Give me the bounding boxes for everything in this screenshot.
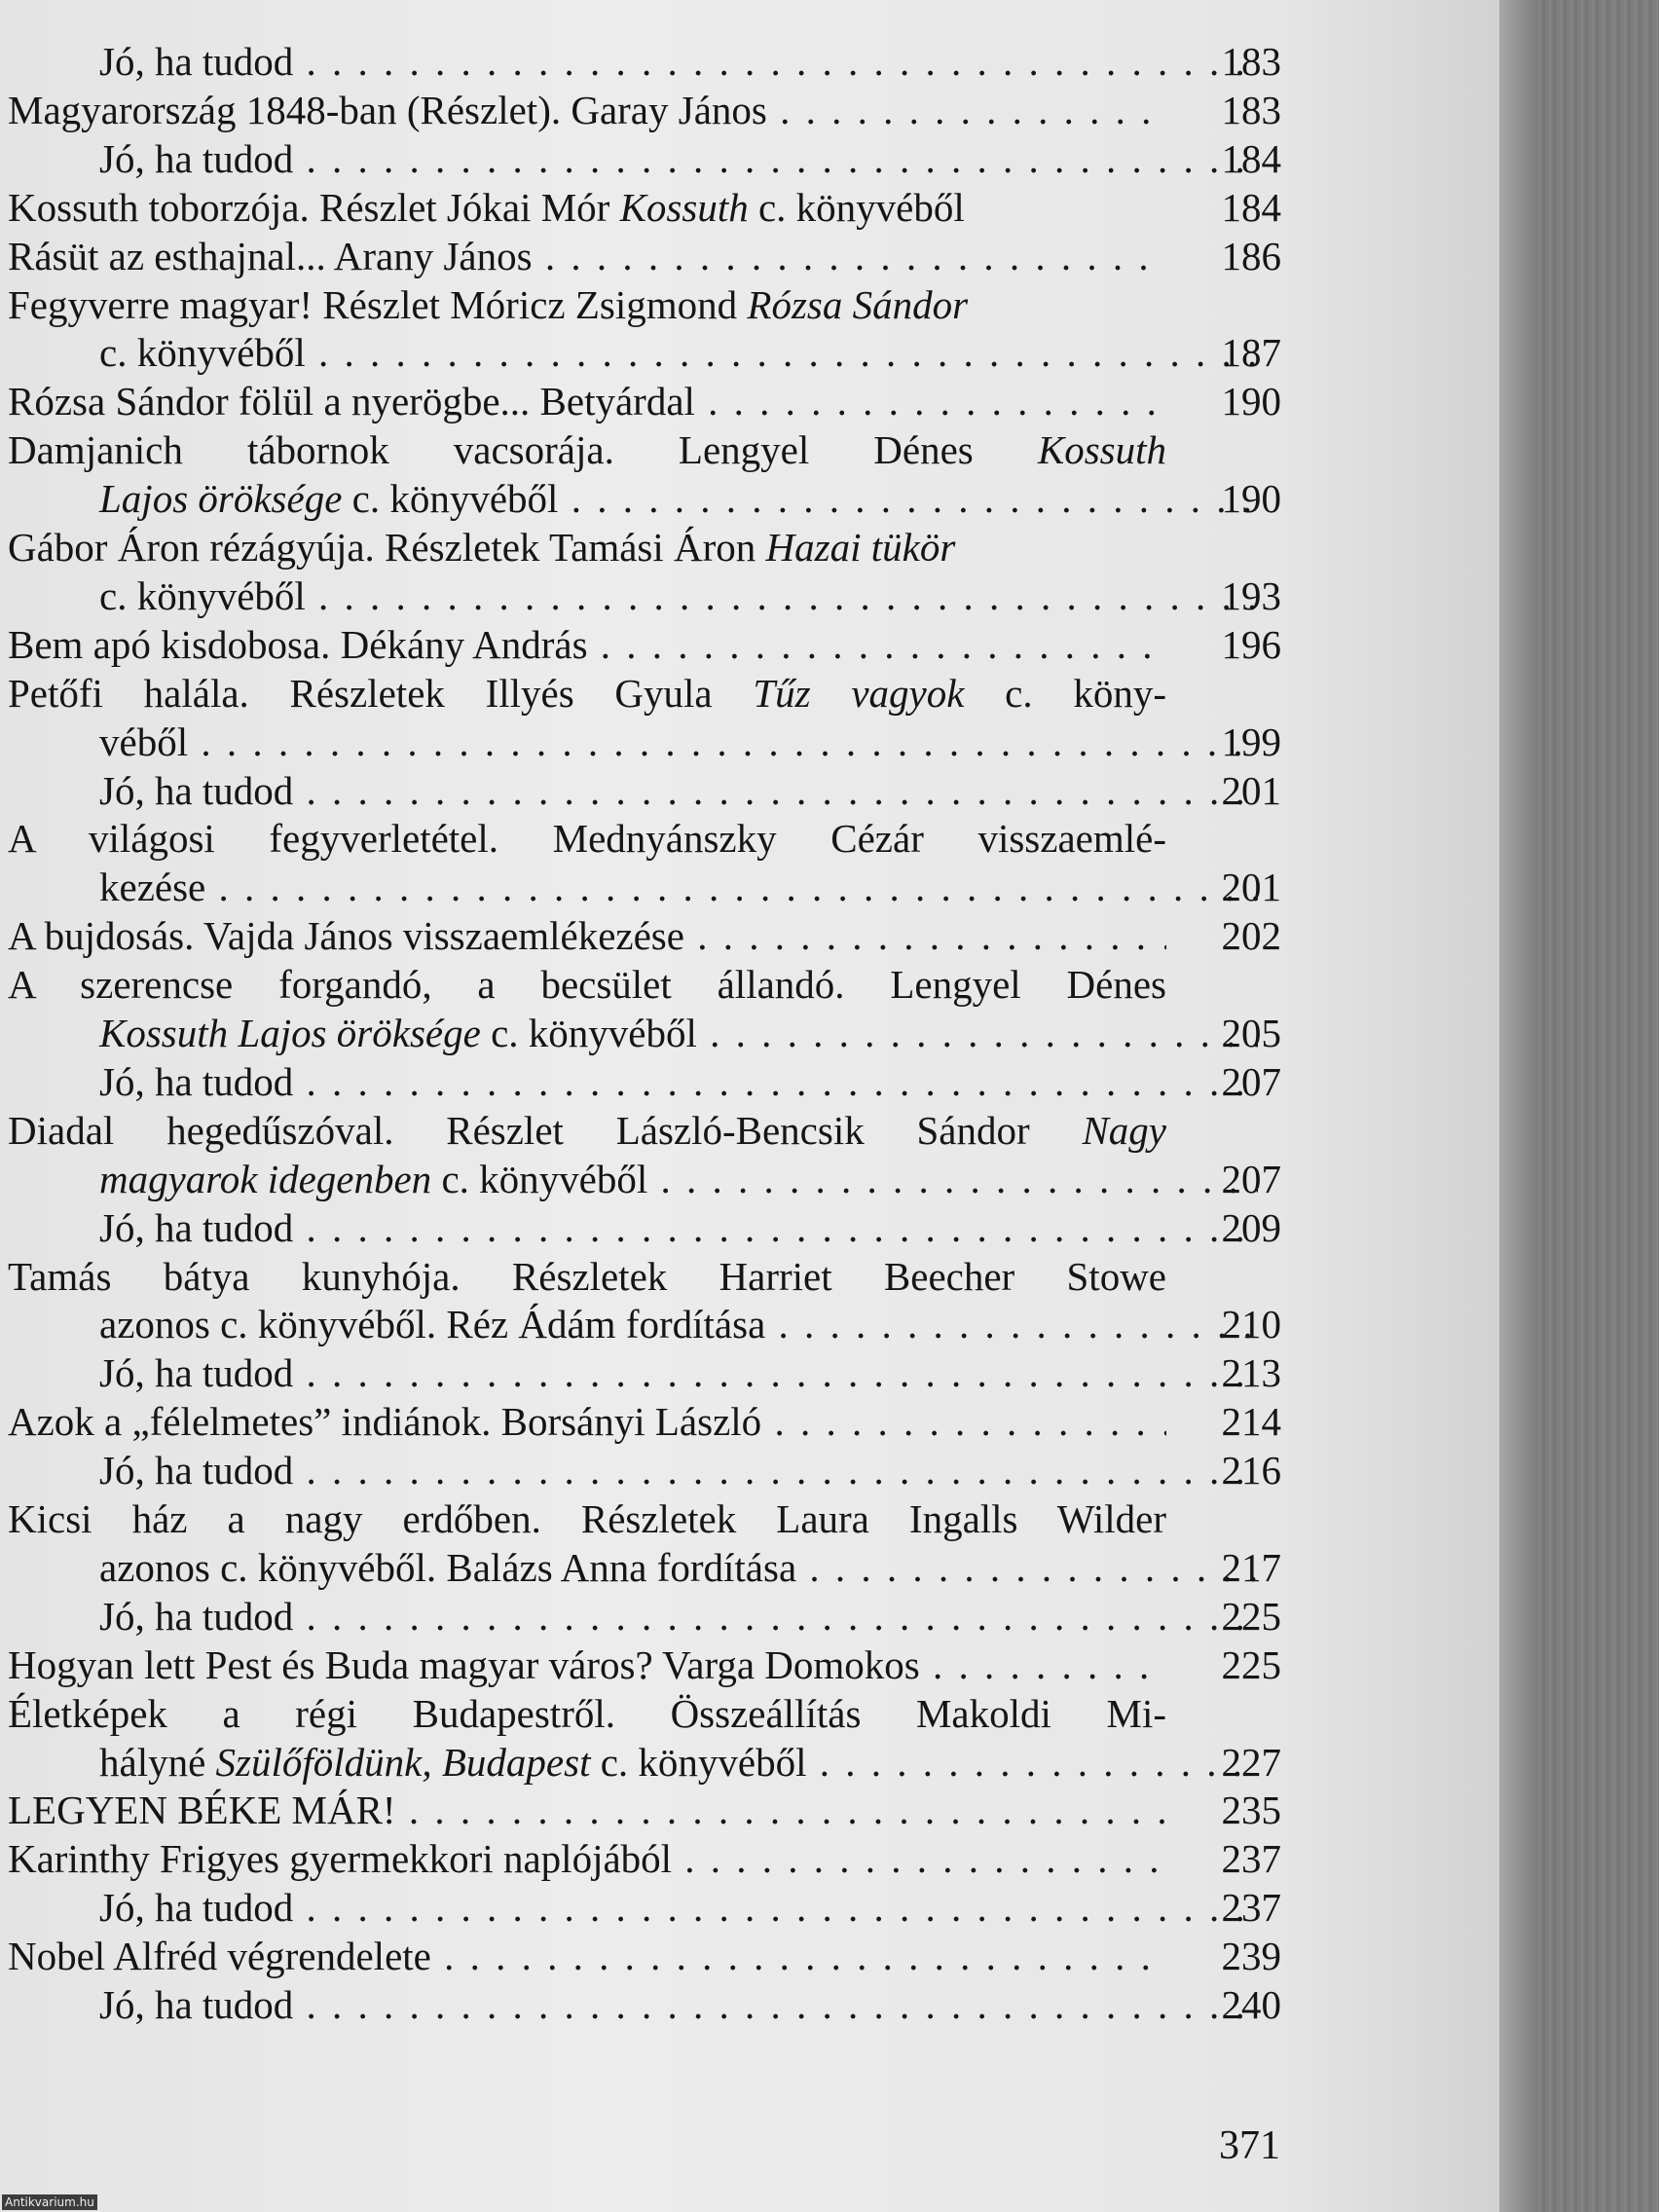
toc-entry	[8, 1203, 1281, 1252]
toc-entry-title	[8, 377, 1166, 425]
book-title-italic: Hazai tükör	[765, 525, 956, 570]
toc-page-number: 196	[1221, 621, 1281, 667]
toc-page-number: 210	[1221, 1302, 1281, 1347]
toc-page-number: 237	[1221, 1885, 1281, 1931]
toc-page-number: 202	[1221, 913, 1281, 959]
entry-text: Jó, ha tudod	[99, 1058, 294, 1104]
toc-entry-title	[8, 1592, 1258, 1641]
toc-entry-title	[8, 1106, 1166, 1155]
entry-text: Jó, ha tudod	[99, 135, 294, 181]
entry-text: A szerencse forgandó, a becsület állandó. Lengyel Dénes	[8, 962, 1166, 1008]
toc-entry-title	[8, 474, 1258, 523]
toc-entry	[8, 474, 1281, 523]
toc-entry-title	[8, 134, 1258, 183]
book-title-italic: magyarok idegenben	[99, 1156, 432, 1201]
toc-entry-title	[8, 863, 1258, 911]
toc-entry-title	[8, 1494, 1166, 1543]
book-title-italic: Kossuth Lajos öröksége	[99, 1011, 481, 1055]
entry-text: c. könyvéből	[99, 330, 306, 376]
entry-text: Jó, ha tudod	[99, 1885, 294, 1931]
book-title-italic: Lajos öröksége	[99, 476, 343, 522]
toc-entry-title	[8, 620, 1166, 669]
book-title-italic: Tűz vagyok	[753, 670, 965, 716]
toc-entry-title	[8, 1980, 1258, 2029]
entry-text: LEGYEN BÉKE MÁR!	[8, 1788, 396, 1833]
toc-entry	[8, 523, 1166, 571]
toc-entry-title	[8, 1009, 1258, 1057]
toc-page-number: 227	[1221, 1739, 1281, 1785]
toc-entry	[8, 1494, 1166, 1543]
toc-page-number: 205	[1221, 1011, 1281, 1055]
entry-text: véből	[99, 719, 189, 764]
toc-entry-title	[8, 37, 1258, 86]
page-number: 371	[1219, 2123, 1280, 2168]
toc-entry-title	[8, 911, 1166, 960]
entry-text: azonos c. könyvéből. Balázs Anna fordítása	[99, 1544, 797, 1590]
toc-page-number: 193	[1221, 572, 1281, 618]
toc-page-number: 216	[1221, 1448, 1281, 1493]
toc-entry	[8, 425, 1166, 474]
toc-entry	[8, 232, 1281, 280]
toc-entry	[8, 280, 1166, 329]
toc-entry	[8, 766, 1281, 815]
toc-entry	[8, 1300, 1281, 1348]
toc-entry	[8, 1786, 1281, 1834]
toc-entry-title	[8, 183, 965, 232]
toc-page-number: 190	[1221, 379, 1281, 424]
entry-text: c. könyvéből	[748, 184, 965, 230]
toc-entry-title	[8, 718, 1258, 766]
toc-page-number: 187	[1221, 330, 1281, 376]
toc-entry-title	[8, 1446, 1258, 1494]
toc-entry-title	[8, 1641, 1166, 1689]
entry-text: azonos c. könyvéből. Réz Ádám fordítása	[99, 1302, 766, 1347]
toc-page-number: 183	[1221, 87, 1281, 132]
toc-entry-title	[8, 1543, 1258, 1592]
entry-text: c. könyvéből	[99, 572, 306, 618]
toc-page-number: 186	[1221, 233, 1281, 278]
toc-entry	[8, 1543, 1281, 1592]
entry-text: Hogyan lett Pest és Buda magyar város? Varga Domokos	[8, 1641, 920, 1687]
toc-entry	[8, 183, 1281, 232]
toc-entry-title	[8, 232, 1166, 280]
toc-page-number: 183	[1221, 39, 1281, 84]
toc-page-number: 214	[1221, 1399, 1281, 1445]
toc-page-number: 235	[1221, 1788, 1281, 1833]
toc-entry	[8, 377, 1281, 425]
toc-page-number: 237	[1221, 1836, 1281, 1882]
entry-text: Tamás bátya kunyhója. Részletek Harriet Beecher Stowe	[8, 1253, 1166, 1299]
entry-text: Bem apó kisdobosa. Dékány András	[8, 621, 588, 667]
page-edge-shadow	[1499, 0, 1536, 2212]
entry-text: c. könyvéből	[480, 1011, 697, 1055]
toc-entry	[8, 1106, 1166, 1155]
toc-entry	[8, 669, 1166, 718]
entry-text: Petőfi halála. Részletek Illyés Gyula	[8, 670, 754, 716]
book-title-italic: Rózsa Sándor	[747, 281, 969, 327]
entry-text: Damjanich tábornok vacsorája. Lengyel Dénes	[8, 427, 1038, 473]
entry-text: Jó, ha tudod	[99, 767, 294, 813]
toc-entry-title	[8, 1932, 1166, 1980]
toc-entry-title	[8, 86, 1166, 134]
entry-text: Jó, ha tudod	[99, 1982, 294, 2027]
toc-entry	[8, 1932, 1281, 1980]
book-title-italic: Kossuth	[1037, 427, 1166, 473]
toc-entry	[8, 1155, 1281, 1203]
entry-text: Azok a „félelmetes” indiánok. Borsányi László	[8, 1399, 762, 1445]
toc-entry	[8, 1348, 1281, 1397]
book-title-italic: Szülőföldünk, Budapest	[215, 1739, 591, 1785]
entry-text: c. könyvéből	[590, 1739, 807, 1785]
toc-page-number: 184	[1221, 184, 1281, 230]
entry-text: Jó, ha tudod	[99, 1204, 294, 1250]
toc-entry-title	[8, 1786, 1166, 1834]
entry-text: A világosi fegyverletétel. Mednyánszky Cézár visszaemlé-	[8, 816, 1166, 862]
book-title-italic: Kossuth	[619, 184, 749, 230]
toc-entry-title	[8, 280, 968, 329]
toc-entry	[8, 1641, 1281, 1689]
toc-entry-title	[8, 328, 1258, 377]
toc-entry	[8, 911, 1281, 960]
entry-text: Karinthy Frigyes gyermekkori naplójából	[8, 1836, 673, 1882]
entry-text: Kicsi ház a nagy erdőben. Részletek Laura Ingalls Wilder	[8, 1496, 1166, 1541]
entry-text: c. köny-	[964, 670, 1166, 716]
entry-text: Fegyverre magyar! Részlet Móricz Zsigmond	[8, 281, 748, 327]
toc-page-number: 225	[1221, 1641, 1281, 1687]
entry-text: Diadal hegedűszóval. Részlet László-Bencsik Sándor	[8, 1107, 1083, 1153]
toc-entry-title	[8, 1252, 1166, 1301]
toc-entry-title	[8, 523, 955, 571]
toc-entry-title	[8, 1155, 1258, 1203]
toc-page-number: 213	[1221, 1350, 1281, 1396]
toc-entry-title	[8, 1348, 1258, 1397]
entry-text: Rásüt az esthajnal... Arany János	[8, 233, 533, 278]
toc-entry-title	[8, 1397, 1166, 1446]
toc-entry	[8, 718, 1281, 766]
watermark: Antikvarium.hu	[2, 2194, 97, 2210]
toc-entry	[8, 1883, 1281, 1932]
toc-entry	[8, 1009, 1281, 1057]
toc-entry	[8, 134, 1281, 183]
toc-page-number: 239	[1221, 1934, 1281, 1979]
entry-text: Jó, ha tudod	[99, 1350, 294, 1396]
toc-entry-title	[8, 425, 1166, 474]
toc-page-number: 225	[1221, 1593, 1281, 1639]
toc-page-number: 217	[1221, 1544, 1281, 1590]
toc-entry	[8, 1397, 1281, 1446]
toc-page-number: 209	[1221, 1204, 1281, 1250]
toc-entry-title	[8, 1300, 1258, 1348]
toc-entry	[8, 814, 1166, 863]
entry-text: c. könyvéből	[342, 476, 559, 522]
toc-entry	[8, 1592, 1281, 1641]
entry-text: hályné	[99, 1739, 216, 1785]
toc-entry	[8, 571, 1281, 620]
entry-text: Nobel Alfréd végrendelete	[8, 1934, 431, 1979]
toc-entry-title	[8, 1738, 1258, 1787]
toc-entry-title	[8, 571, 1258, 620]
toc-entry	[8, 37, 1281, 86]
toc-entry	[8, 1057, 1281, 1106]
toc-entry	[8, 1834, 1281, 1883]
toc-page-number: 240	[1221, 1982, 1281, 2027]
toc-page-number: 201	[1221, 865, 1281, 910]
entry-text: Életképek a régi Budapestről. Összeállítás Makoldi Mi-	[8, 1690, 1166, 1736]
entry-text: kezése	[99, 865, 206, 910]
toc-entry	[8, 620, 1281, 669]
toc-entry-title	[8, 669, 1166, 718]
toc-entry	[8, 86, 1281, 134]
toc-entry	[8, 1738, 1281, 1787]
toc-entry-title	[8, 1203, 1258, 1252]
toc-page-number: 201	[1221, 767, 1281, 813]
toc-entry	[8, 1446, 1281, 1494]
toc-entry	[8, 1980, 1281, 2029]
toc-page-number: 207	[1221, 1058, 1281, 1104]
toc-page-number: 184	[1221, 135, 1281, 181]
toc-entry-title	[8, 1057, 1258, 1106]
toc-entry-title	[8, 1883, 1258, 1932]
toc-entry	[8, 1689, 1166, 1738]
toc-page-number: 190	[1221, 476, 1281, 522]
toc-entry-title	[8, 766, 1258, 815]
toc-entry	[8, 863, 1281, 911]
toc-entry-title	[8, 960, 1166, 1009]
toc-page-number: 207	[1221, 1156, 1281, 1201]
toc-entry	[8, 328, 1281, 377]
book-title-italic: Nagy	[1082, 1107, 1166, 1153]
toc-entry-title	[8, 1689, 1166, 1738]
toc-entry-title	[8, 1834, 1166, 1883]
background-surface	[1536, 0, 1659, 2212]
entry-text: Kossuth toborzója. Részlet Jókai Mór	[8, 184, 620, 230]
entry-text: Jó, ha tudod	[99, 1448, 294, 1493]
entry-text: Rózsa Sándor fölül a nyerögbe... Betyárdal	[8, 379, 695, 424]
entry-text: Jó, ha tudod	[99, 39, 294, 84]
entry-text: Gábor Áron rézágyúja. Részletek Tamási Áron	[8, 525, 766, 570]
toc-entry-title	[8, 814, 1166, 863]
entry-text: A bujdosás. Vajda János visszaemlékezése	[8, 913, 684, 959]
toc-entry	[8, 960, 1166, 1009]
entry-text: Jó, ha tudod	[99, 1593, 294, 1639]
entry-text: Magyarország 1848-ban (Részlet). Garay János	[8, 87, 767, 132]
entry-text: c. könyvéből	[431, 1156, 648, 1201]
toc-entry	[8, 1252, 1166, 1301]
toc-page-number: 199	[1221, 719, 1281, 764]
